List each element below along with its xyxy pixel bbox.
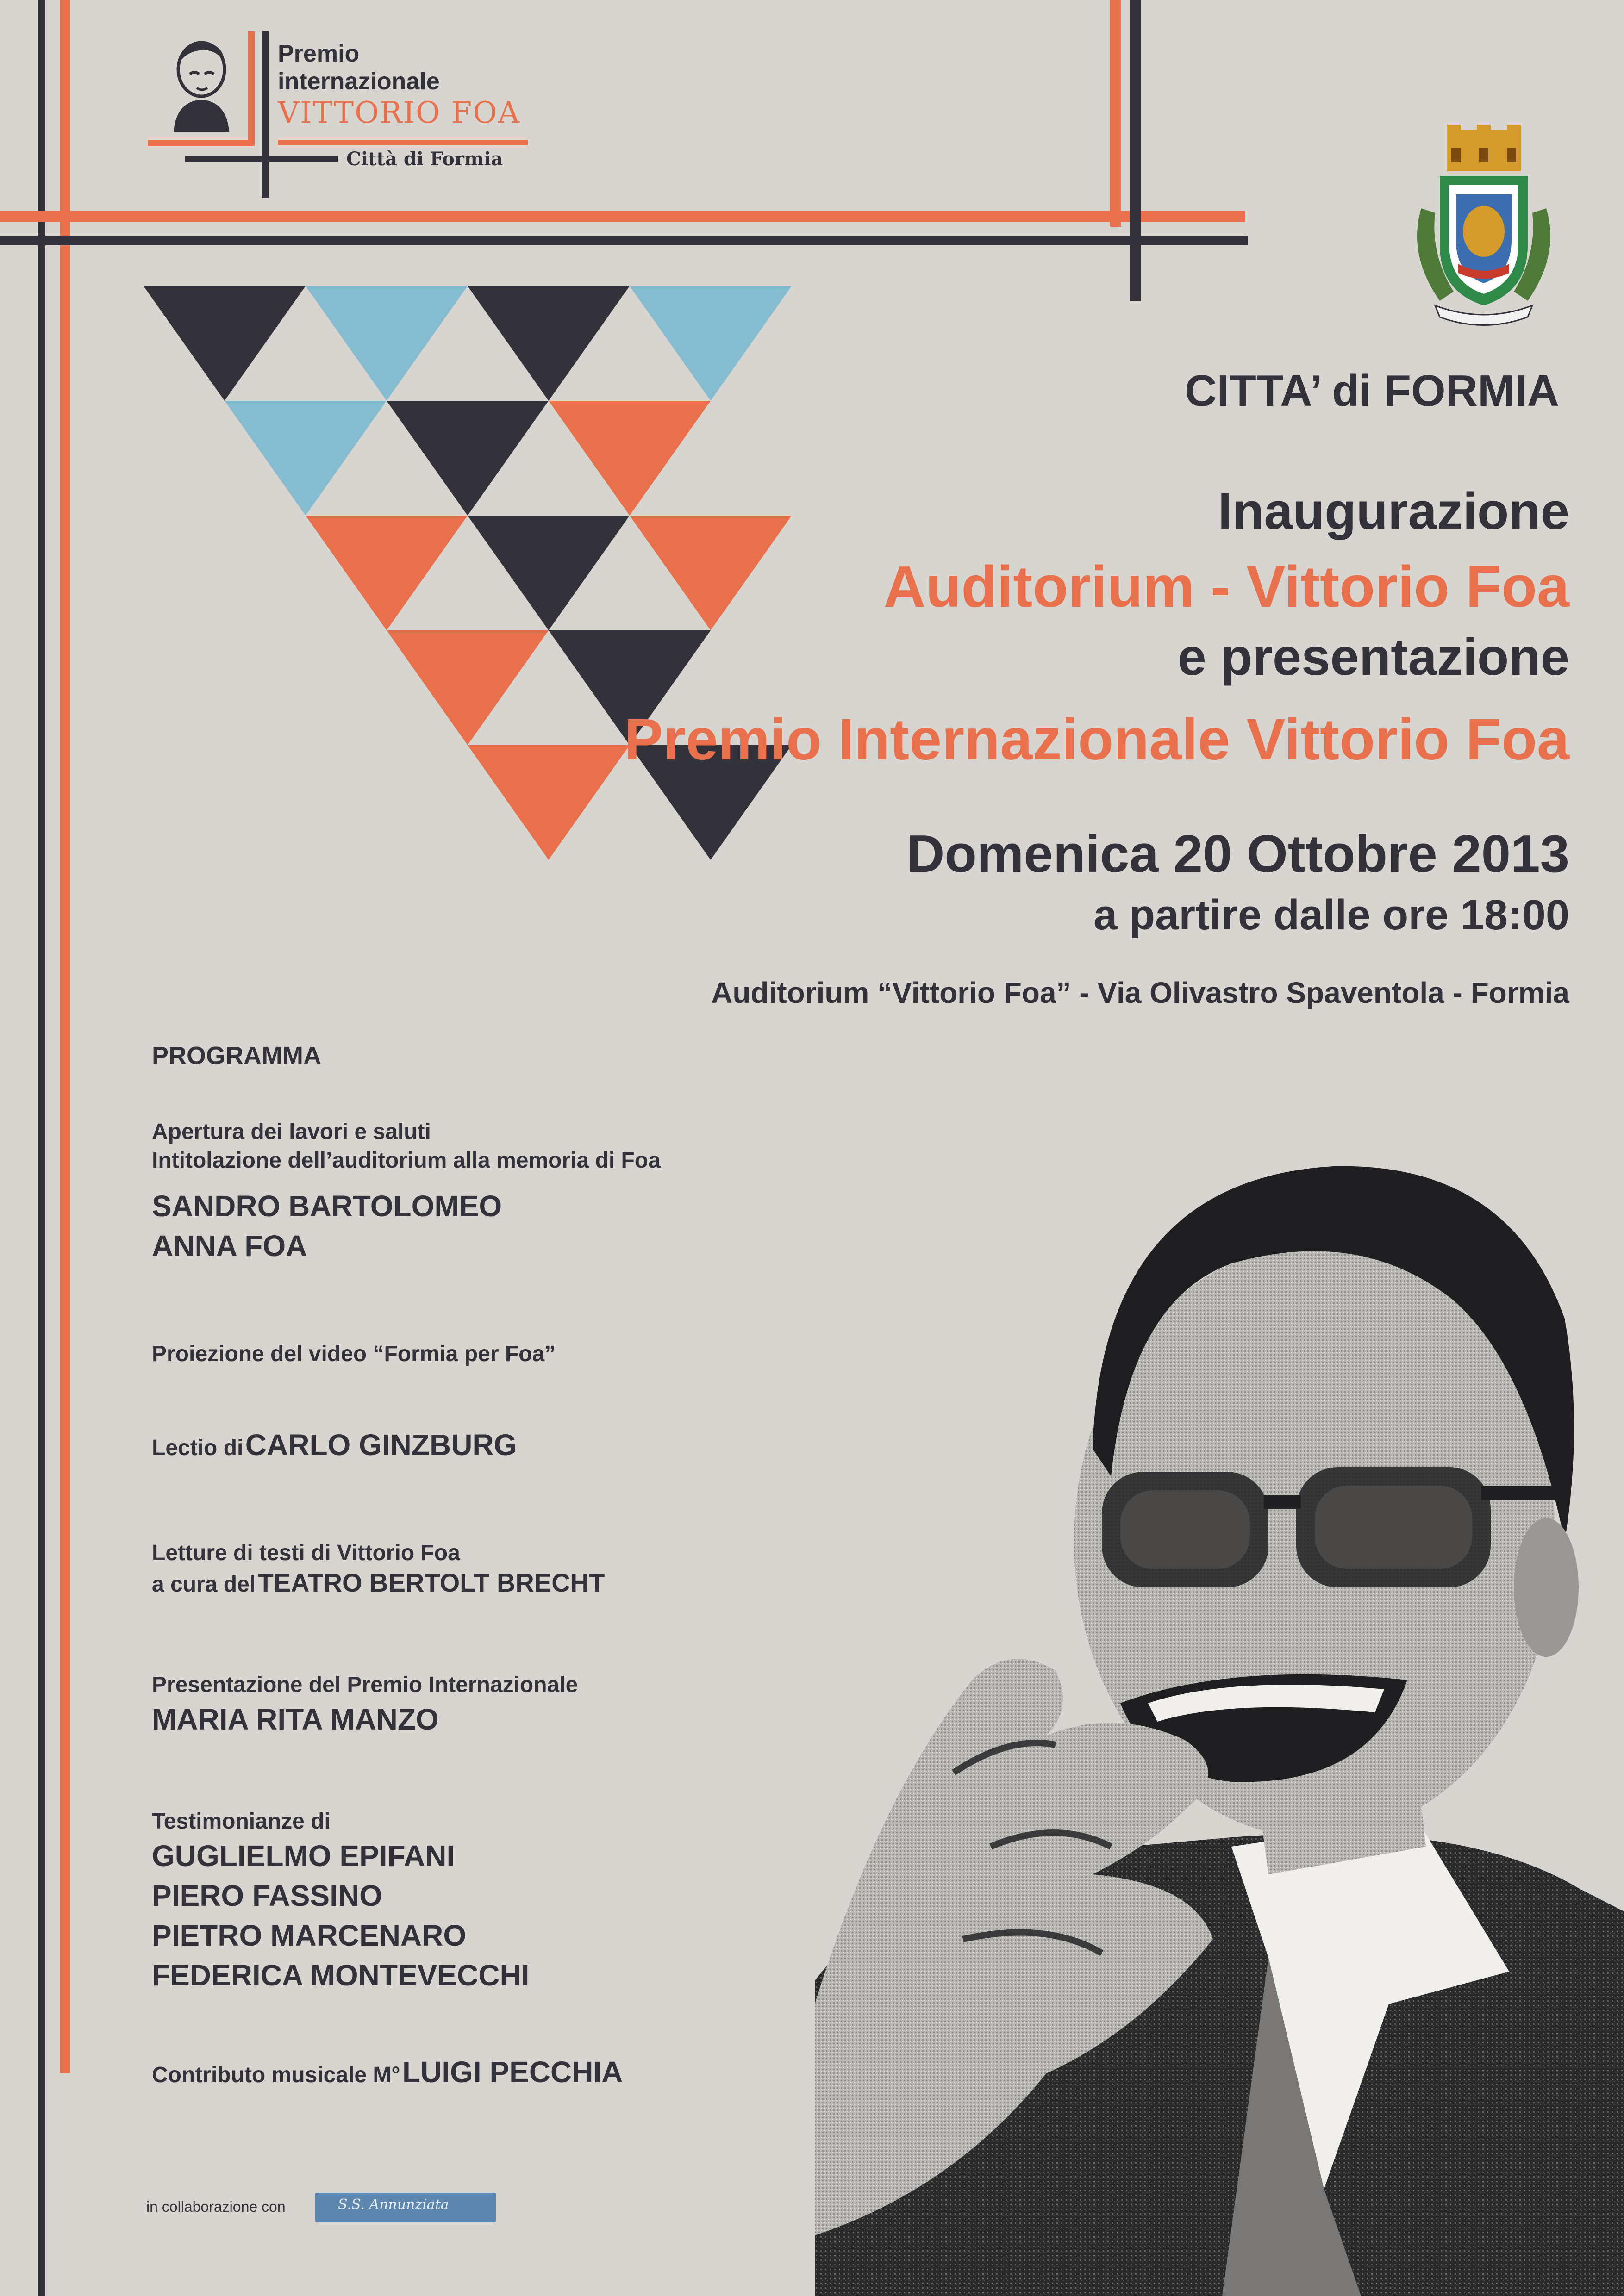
opening-name2: ANNA FOA	[152, 1229, 307, 1263]
logo-line2: internazionale	[278, 68, 440, 95]
partner-name: S.S. Annunziata	[338, 2196, 449, 2213]
left-dark-line	[38, 0, 45, 2296]
triangle-3	[630, 286, 792, 401]
collab-text: in collaborazione con	[146, 2198, 286, 2215]
logo-title	[278, 42, 520, 128]
right-dark-line	[1130, 0, 1141, 301]
logo-city: Città di Formia	[346, 148, 503, 170]
program-opening	[152, 1118, 661, 1266]
music-prefix: Contributo musicale M°	[152, 2063, 400, 2087]
inaugurazione-title: Inaugurazione	[1218, 482, 1569, 540]
triangle-9	[630, 516, 792, 630]
testimonianze-name: FEDERICA MONTEVECCHI	[152, 1959, 530, 1992]
top-orange-line	[0, 211, 1245, 222]
logo-line1: Premio	[278, 40, 360, 67]
partner-logo	[315, 2193, 496, 2222]
testimonianze-name: GUGLIELMO EPIFANI	[152, 1839, 455, 1873]
coat-of-arms-icon	[1403, 125, 1565, 329]
program-testimonianze	[152, 1807, 529, 1995]
right-orange-line	[1110, 0, 1121, 227]
top-dark-line	[0, 236, 1248, 245]
logo-dark-h	[185, 156, 338, 162]
opening-line2: Intitolazione dell’auditorium alla memoria di Foa	[152, 1148, 661, 1173]
lectio-prefix: Lectio di	[152, 1436, 244, 1460]
event-venue: Auditorium “Vittorio Foa” - Via Olivastro Spaventola - Formia	[711, 976, 1569, 1009]
lectio-name: CARLO GINZBURG	[245, 1428, 517, 1462]
program-video	[152, 1340, 556, 1369]
triangle-1	[306, 286, 468, 401]
triangle-2	[468, 286, 630, 401]
foa-portrait-icon	[167, 37, 236, 132]
triangle-12	[468, 745, 630, 860]
premio-title: Premio Internazionale Vittorio Foa	[624, 707, 1569, 772]
music-name: LUIGI PECCHIA	[402, 2055, 623, 2089]
presentazione-line: Presentazione del Premio Internazionale	[152, 1673, 578, 1697]
testimonianze-name: PIETRO MARCENARO	[152, 1919, 467, 1952]
letture-name: TEATRO BERTOLT BRECHT	[257, 1568, 605, 1597]
triangle-8	[468, 516, 630, 630]
logo-dark-v	[262, 31, 269, 198]
triangle-7	[306, 516, 468, 630]
program-presentazione	[152, 1671, 578, 1739]
city-title: CITTA’ di FORMIA	[1185, 366, 1559, 416]
presentazione-name: MARIA RITA MANZO	[152, 1703, 439, 1736]
presentazione-title: e presentazione	[1177, 628, 1569, 686]
event-date: Domenica 20 Ottobre 2013	[906, 825, 1569, 884]
letture-prefix: a cura del	[152, 1572, 256, 1597]
testimonianze-name: PIERO FASSINO	[152, 1879, 382, 1912]
auditorium-title: Auditorium - Vittorio Foa	[883, 554, 1569, 619]
logo-line3: VITTORIO FOA	[278, 96, 520, 130]
vittorio-foa-portrait	[815, 1125, 1624, 2296]
event-time: a partire dalle ore 18:00	[1093, 891, 1569, 939]
logo-orange-v	[248, 31, 255, 146]
program-lectio	[152, 1428, 517, 1462]
logo-orange-h	[148, 140, 255, 146]
letture-line1: Letture di testi di Vittorio Foa	[152, 1541, 460, 1565]
opening-name1: SANDRO BARTOLOMEO	[152, 1189, 502, 1223]
triangle-10	[387, 630, 549, 745]
triangle-6	[549, 401, 711, 516]
triangle-5	[387, 401, 549, 516]
triangle-0	[144, 286, 306, 401]
opening-line1: Apertura dei lavori e saluti	[152, 1120, 431, 1144]
video-line: Proiezione del video “Formia per Foa”	[152, 1342, 556, 1366]
program-letture	[152, 1539, 605, 1598]
program-heading: PROGRAMMA	[152, 1042, 321, 1070]
program-music	[152, 2055, 623, 2089]
triangle-pattern	[144, 286, 796, 860]
triangle-4	[225, 401, 387, 516]
left-orange-line	[60, 0, 70, 2073]
logo-orange-h2	[278, 140, 528, 145]
testimonianze-line: Testimonianze di	[152, 1809, 331, 1834]
